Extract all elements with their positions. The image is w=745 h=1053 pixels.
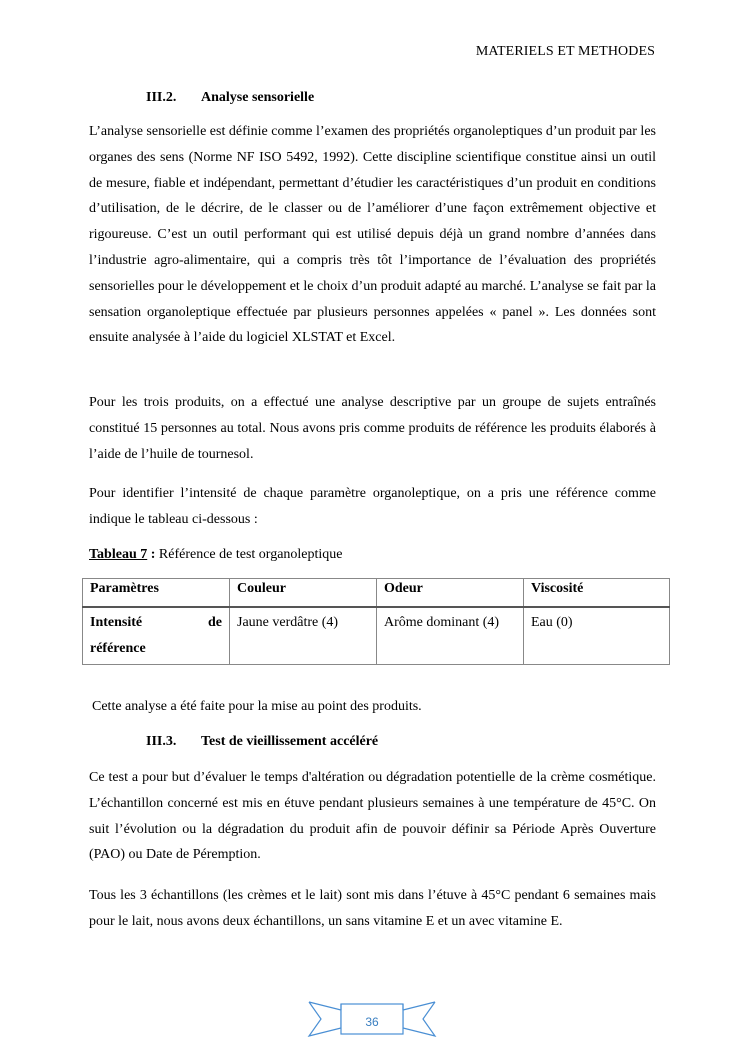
section-heading-iii-2 — [146, 90, 314, 106]
row-label-word: de — [208, 615, 222, 630]
section-title: Test de vieillissement accéléré — [201, 734, 379, 749]
table-caption-text: Référence de test organoleptique — [155, 547, 343, 562]
reference-table — [82, 578, 670, 665]
table-caption-separator: : — [147, 547, 156, 562]
paragraph-descriptive-analysis: Pour les trois produits, on a effectué une analyse descriptive par un groupe de sujets entraînés constitué 15 personnes au total. Nous avons pris comme produits de référence les produits élaborés à l’aide de l’huile de tournesol. — [89, 395, 656, 462]
table-header-cell: Odeur — [377, 579, 524, 608]
section-number: III.2. — [146, 90, 177, 105]
page-number: 36 — [365, 1015, 379, 1029]
section-number: III.3. — [146, 734, 177, 749]
row-label-cell — [83, 607, 230, 665]
table-caption-label: Tableau 7 — [89, 547, 148, 562]
paragraph-aging-test: Ce test a pour but d’évaluer le temps d'altération ou dégradation potentielle de la crème cosmétique. L’échantillon concerné est mis en étuve pendant plusieurs semaines à une température de 45°C. On suit l’évolution ou la dégradation du produit afin de pouvoir définir sa Période Après Ouverture (PAO) ou Date de Péremption. — [89, 770, 656, 863]
running-header: MATERIELS ET METHODES — [475, 44, 655, 59]
table-header-cell: Viscosité — [524, 579, 670, 608]
table-caption — [89, 547, 343, 563]
table-cell: Arôme dominant (4) — [377, 607, 524, 665]
paragraph-sensory-definition: L’analyse sensorielle est définie comme l’examen des propriétés organoleptiques d’un produit par les organes des sens (Norme NF ISO 5492, 1992). Cette discipline scientifique constitue ainsi un outil de mesure, fiable et indépendant, permettant d’étudier les caractéristiques d’un produit en conditions d’utilisation, de le décrire, de le classer ou de l’améliorer d’une façon extrêmement objective et rigoureuse. C’est un outil performant qui est utilisé depuis déjà un grand nombre d’années dans l’industrie agro-alimentaire, qui a compris très tôt l’importance de l’évaluation des propriétés sensorielles pour le développement et le choix d’un produit adapté au marché. L’analyse se fait par la sensation organoleptique effectuée par plusieurs personnes appelées « panel ». Les données sont ensuite analysée à l’aide du logiciel XLSTAT et Excel. — [89, 124, 656, 346]
table-header-cell: Couleur — [230, 579, 377, 608]
paragraph-reference-intro: Pour identifier l’intensité de chaque paramètre organoleptique, on a pris une référence comme indique le tableau ci-dessous : — [89, 486, 656, 527]
table-header-row — [83, 579, 670, 608]
row-label-word: référence — [90, 641, 146, 656]
section-heading-iii-3 — [146, 734, 378, 750]
paragraph-development-note: Cette analyse a été faite pour la mise au point des produits. — [92, 699, 422, 714]
section-title: Analyse sensorielle — [201, 90, 315, 105]
table-header-cell: Paramètres — [83, 579, 230, 608]
table-cell: Jaune verdâtre (4) — [230, 607, 377, 665]
row-label-word: Intensité — [90, 615, 143, 630]
paragraph-samples: Tous les 3 échantillons (les crèmes et le lait) sont mis dans l’étuve à 45°C pendant 6 semaines mais pour le lait, nous avons deux échantillons, un sans vitamine E et un avec vitamine E. — [89, 888, 656, 929]
table-cell: Eau (0) — [524, 607, 670, 665]
table-row — [83, 607, 670, 665]
